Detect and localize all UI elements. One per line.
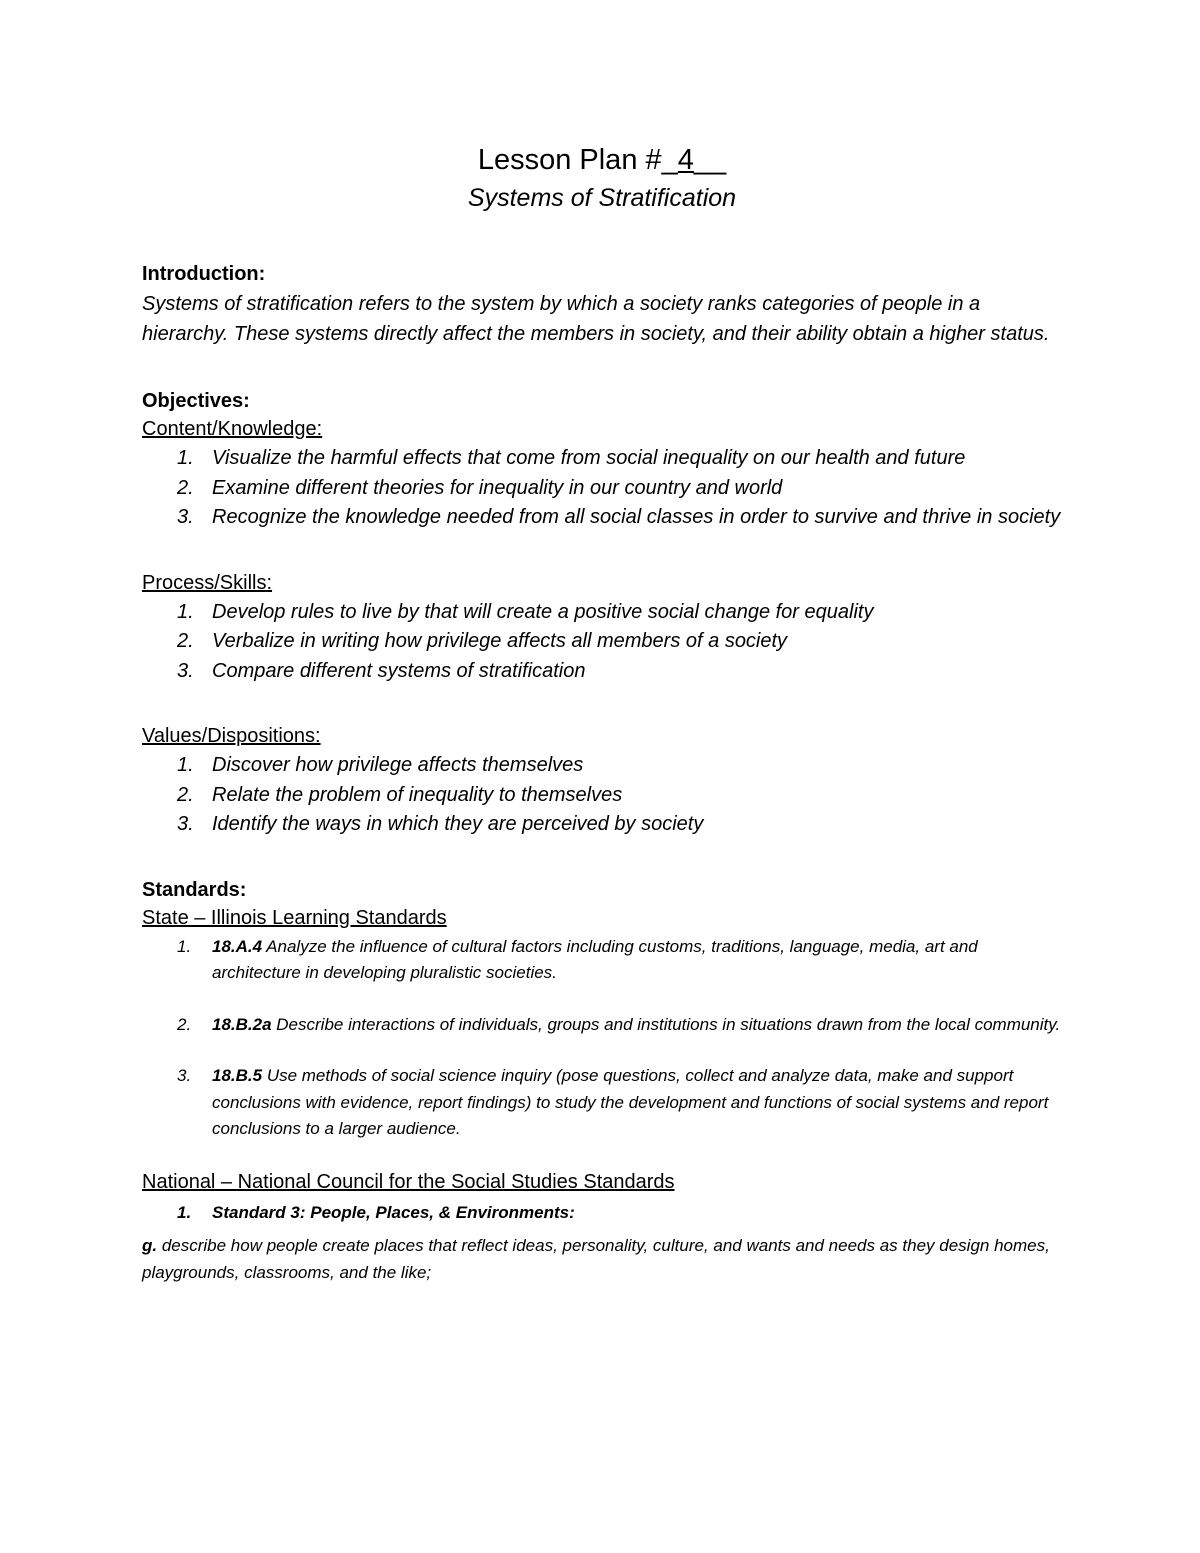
list-item: [142, 751, 1062, 781]
objectives-heading: Objectives:: [142, 390, 250, 412]
list-number: 3.: [177, 506, 194, 528]
content-knowledge-label: Content/Knowledge:: [142, 418, 323, 440]
content-knowledge-list: [142, 444, 1062, 533]
list-number: 1.: [177, 936, 192, 956]
list-text: Identify the ways in which they are perceived by society: [212, 813, 704, 835]
list-text: Compare different systems of stratification: [212, 659, 586, 682]
standard-code: 18.B.2a: [212, 1014, 272, 1034]
list-item: [142, 503, 1062, 533]
list-text: Visualize the harmful effects that come from social inequality on our health and future: [212, 447, 966, 469]
list-item: [142, 781, 1062, 811]
process-skills-label: Process/Skills:: [142, 571, 273, 594]
title-suffix: __: [693, 144, 727, 176]
list-number: 1.: [177, 754, 194, 776]
detail-text: describe how people create places that reflect ideas, personality, culture, and wants and needs as they design homes, playgrounds, classrooms, and the like;: [142, 1235, 1050, 1282]
list-item: [142, 934, 1062, 987]
list-text: Discover how privilege affects themselves: [212, 754, 584, 776]
page-subtitle: Systems of Stratification: [467, 184, 737, 212]
list-text: Relate the problem of inequality to themselves: [212, 783, 623, 806]
national-standard-item: [142, 1200, 1062, 1226]
list-number: 2.: [177, 630, 194, 652]
values-dispositions-label: Values/Dispositions:: [142, 725, 321, 747]
list-number: 2.: [177, 476, 194, 499]
list-item: [142, 1063, 1062, 1143]
list-item: [142, 444, 1062, 474]
list-number: 1.: [177, 600, 194, 623]
title-prefix: Lesson Plan #_: [477, 144, 678, 176]
list-number: 1.: [177, 447, 194, 469]
list-item: [142, 1012, 1062, 1039]
national-standards-label: National – National Council for the Social Studies Standards: [142, 1170, 675, 1193]
list-item: [142, 598, 1062, 628]
list-text: Examine different theories for inequality in our country and world: [212, 476, 783, 499]
list-text: Recognize the knowledge needed from all social classes in order to survive and thrive in society: [212, 506, 1061, 528]
list-number: 1.: [177, 1202, 192, 1222]
list-item: [142, 657, 1062, 687]
list-number: 2.: [177, 783, 194, 806]
standards-heading: Standards:: [142, 878, 247, 901]
national-standard-title: Standard 3: People, Places, & Environments:: [212, 1202, 575, 1222]
introduction-text: Systems of stratification refers to the system by which a society ranks categories of people in a hierarchy. These systems directly affect the members in society, and their ability obtain a higher status.: [142, 293, 1050, 345]
list-number: 3.: [177, 659, 194, 682]
standard-text: Use methods of social science inquiry (pose questions, collect and analyze data, make and support conclusions with evidence, report findings) to study the development and functions of social systems and report conclusions to a larger audience.: [212, 1066, 1049, 1138]
national-standard-detail: [142, 1232, 1062, 1286]
list-number: 3.: [177, 1066, 192, 1085]
lesson-number: 4: [677, 144, 694, 176]
document-page: [142, 140, 1062, 1286]
standard-text: Analyze the influence of cultural factors including customs, traditions, language, media, art and architecture in developing pluralistic societies.: [212, 936, 978, 982]
list-text: Develop rules to live by that will create a positive social change for equality: [212, 600, 874, 623]
list-number: 3.: [177, 813, 194, 835]
state-standards-label: State – Illinois Learning Standards: [142, 906, 447, 929]
detail-letter: g.: [142, 1235, 158, 1255]
standard-text: Describe interactions of individuals, groups and institutions in situations drawn from the local community.: [271, 1014, 1061, 1034]
page-title: [142, 140, 1062, 180]
process-skills-list: [142, 598, 1062, 687]
list-text: Verbalize in writing how privilege affects all members of a society: [212, 630, 788, 652]
list-item: [142, 810, 1062, 840]
values-dispositions-list: [142, 751, 1062, 840]
standard-code: 18.A.4: [212, 936, 263, 956]
list-item: [142, 627, 1062, 657]
list-item: [142, 474, 1062, 504]
standard-code: 18.B.5: [212, 1066, 263, 1085]
introduction-heading: Introduction:: [142, 263, 266, 285]
list-number: 2.: [177, 1014, 192, 1034]
state-standards-list: [142, 934, 1062, 1143]
